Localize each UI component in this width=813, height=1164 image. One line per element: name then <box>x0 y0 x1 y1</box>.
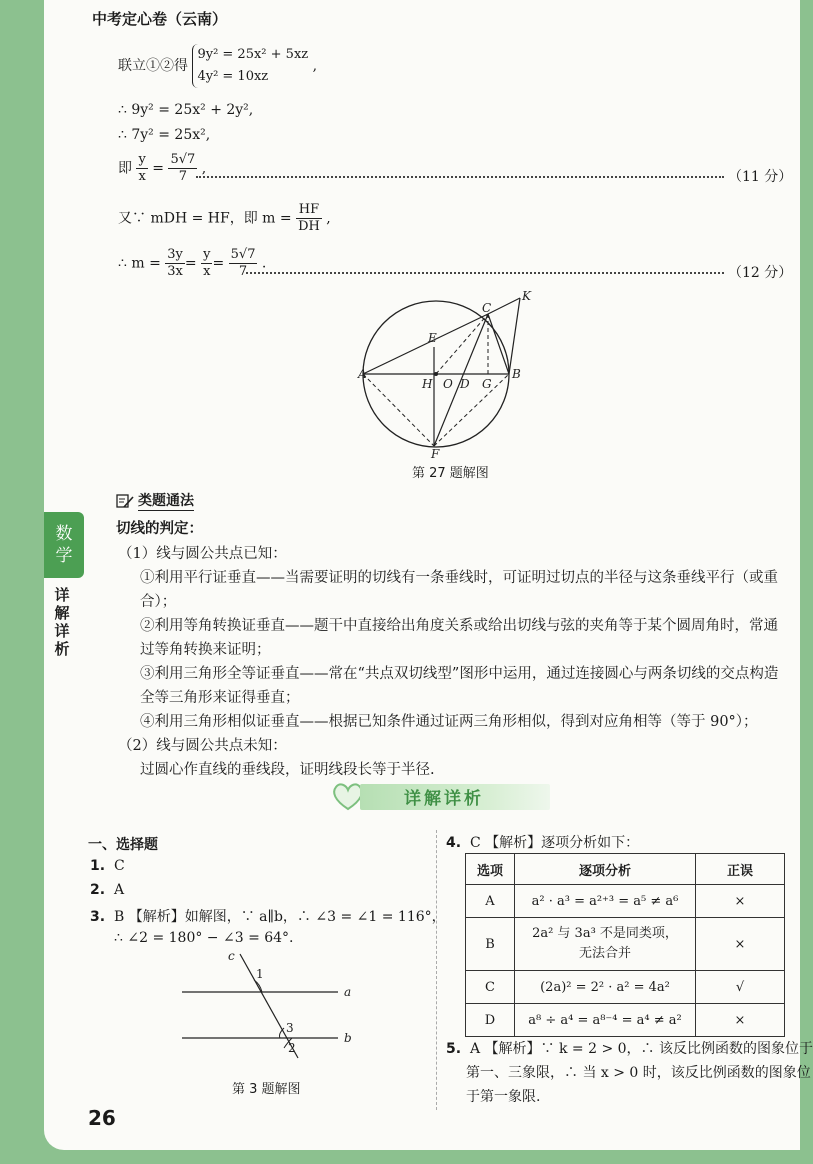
side-label-char: 详 <box>54 622 70 640</box>
table-row <box>466 971 785 1004</box>
label-k: K <box>522 289 531 303</box>
answer-choice: A <box>113 882 125 898</box>
tips-paragraph: （1）线与圆公共点已知： <box>118 546 287 562</box>
solution-line-5 <box>118 202 331 235</box>
table-cell: 2a² 与 3a³ 不是同类项，无法合并 <box>515 918 696 971</box>
label-g: G <box>482 377 492 391</box>
question-number: 4. <box>446 835 462 851</box>
table-cell: √ <box>696 971 785 1004</box>
numerator: HF <box>296 202 322 219</box>
solution-text: . <box>261 255 267 272</box>
answer-explanation: C 【解析】逐项分析如下： <box>469 835 640 851</box>
solution-line-2: ∴ 9y² = 25x² + 2y², <box>118 102 254 118</box>
label-c: C <box>482 301 492 315</box>
answer-explanation-cont: ∴ ∠2 = 180° − ∠3 = 64°. <box>114 930 294 946</box>
label-1: 1 <box>256 967 264 981</box>
answer-explanation: A 【解析】∵ k = 2 > 0，∴ 该反比例函数的图象位于 <box>469 1041 813 1057</box>
label-a: a <box>344 985 352 999</box>
table-cell: × <box>696 918 785 971</box>
table-row <box>466 1004 785 1037</box>
subject-tab <box>44 512 84 578</box>
answer-q5 <box>446 1038 813 1058</box>
answer-q3 <box>90 906 446 926</box>
solution-text: , <box>201 160 207 177</box>
tips-item: 全等三角形来证得垂直； <box>140 690 300 706</box>
tips-item: ①利用平行证垂直——当需要证明的切线有一条垂线时，可证明过切点的半径与这条垂线平行（或重 <box>140 570 778 586</box>
method-badge-label: 类题通法 <box>138 490 194 511</box>
fraction <box>229 247 258 280</box>
answer-explanation-cont: 第一、三象限，∴ 当 x > 0 时，该反比例函数的图象位 <box>466 1065 811 1081</box>
tips-item: 过等角转换来证明； <box>140 642 271 658</box>
label-f: F <box>431 447 440 461</box>
label-c: c <box>228 949 235 963</box>
table-cell: a⁸ ÷ a⁴ = a⁸⁻⁴ = a⁴ ≠ a² <box>515 1004 696 1037</box>
side-label-char: 详 <box>54 586 70 604</box>
table-cell: (2a)² = 2² · a² = 4a² <box>515 971 696 1004</box>
table-cell: A <box>466 885 515 918</box>
label-e: E <box>428 331 437 345</box>
answer-choice: C <box>113 858 125 874</box>
question-number: 2. <box>90 882 106 898</box>
table-cell: C <box>466 971 515 1004</box>
table-cell: a² · a³ = a²⁺³ = a⁵ ≠ a⁶ <box>515 885 696 918</box>
tips-item: ④利用三角形相似证垂直——根据已知条件通过证两三角形相似，得到对应角相等（等于 90°）； <box>140 714 758 730</box>
numerator: 5√7 <box>170 152 196 167</box>
label-a: A <box>358 367 367 381</box>
page-number: 26 <box>88 1106 116 1130</box>
question-number: 5. <box>446 1041 462 1057</box>
table-cell: × <box>696 1004 785 1037</box>
score-mark: （11 分） <box>728 169 793 185</box>
tips-item: ②利用等角转换证垂直——题干中直接给出角度关系或给出切线与弦的夹角等于某个圆周角时，常通 <box>140 618 778 634</box>
numerator: 5√7 <box>230 247 256 262</box>
numerator: 3y <box>167 247 183 262</box>
table-row <box>466 918 785 971</box>
table-header-row <box>466 854 785 885</box>
solution-text: 又∵ mDH = HF，即 m = <box>118 210 292 227</box>
answer-explanation-cont: 于第一象限. <box>466 1089 541 1105</box>
method-badge <box>116 490 194 511</box>
segment-cb <box>488 314 509 374</box>
tips-item: 合）； <box>140 594 177 610</box>
solution-text: , <box>312 58 318 74</box>
table-cell: D <box>466 1004 515 1037</box>
fraction <box>136 152 147 185</box>
solution-line-4 <box>118 152 206 185</box>
table-header: 逐项分析 <box>515 854 696 885</box>
center-point <box>434 372 438 376</box>
tips-item: 过圆心作直线的垂线段，证明线段长等于半径. <box>140 762 435 778</box>
fraction <box>296 202 322 235</box>
answer-q2 <box>90 882 124 898</box>
dashed-oc <box>436 314 488 374</box>
figure-27-diagram <box>358 288 550 461</box>
solution-text: , <box>326 210 331 227</box>
equation: 9y² = 25x² + 5xz <box>197 47 309 62</box>
banner-title: 详解详析 <box>404 789 484 809</box>
side-label-char: 解 <box>54 604 70 622</box>
column-divider <box>436 830 437 1110</box>
score-mark: （12 分） <box>728 265 793 281</box>
segment-ck <box>488 298 520 314</box>
denominator: x <box>203 264 211 279</box>
answer-explanation: B 【解析】如解图，∵ a∥b，∴ ∠3 = ∠1 = 116°， <box>113 909 446 925</box>
segment-kb <box>509 298 520 374</box>
solution-text: 即 <box>118 160 132 177</box>
table-header: 选项 <box>466 854 515 885</box>
numerator: y <box>138 152 146 167</box>
book-header: 中考定心卷（云南） <box>92 10 228 28</box>
solution-line-3: ∴ 7y² = 25x², <box>118 127 211 143</box>
label-d: D <box>460 377 470 391</box>
side-label-char: 析 <box>54 640 70 658</box>
solution-text: 联立①②得 <box>118 58 188 74</box>
label-o: O <box>443 377 453 391</box>
denominator: 7 <box>178 169 187 184</box>
denominator: x <box>138 169 146 184</box>
table-cell: × <box>696 885 785 918</box>
denominator: 7 <box>238 264 248 279</box>
label-b: b <box>344 1031 352 1045</box>
table-header: 正误 <box>696 854 785 885</box>
dotted-leader <box>246 272 724 274</box>
answer-q1 <box>90 858 125 874</box>
equation: 4y² = 10xz <box>197 69 269 84</box>
numerator: y <box>203 247 211 262</box>
tips-paragraph: （2）线与圆公共点未知： <box>118 738 287 754</box>
side-section-label <box>52 586 72 658</box>
equation-system <box>192 44 308 88</box>
question-number: 3. <box>90 909 106 925</box>
fraction <box>168 152 197 185</box>
segment-ac <box>363 314 488 374</box>
fraction <box>201 247 212 280</box>
section-heading: 一、选择题 <box>88 837 158 853</box>
answer-q4 <box>446 832 639 852</box>
table-row <box>466 885 785 918</box>
question-number: 1. <box>90 858 106 874</box>
subject-tab-char: 学 <box>55 546 73 566</box>
figure-27-caption: 第 27 题解图 <box>412 466 489 481</box>
denominator: DH <box>298 219 320 234</box>
analysis-table <box>465 853 785 1037</box>
solution-line-6: ∴ m = $\frac{3y}{3x}$ = $\frac{y}{x}$ = $\frac{5√7}{7}$ . <box>118 247 267 279</box>
figure-3-caption: 第 3 题解图 <box>232 1082 301 1097</box>
tips-title: 切线的判定： <box>116 521 203 537</box>
figure-3-diagram <box>180 948 360 1060</box>
solution-line-1 <box>118 44 317 88</box>
label-h: H <box>422 377 433 391</box>
label-2: 2 <box>288 1041 296 1055</box>
label-3: 3 <box>286 1021 294 1035</box>
fraction <box>165 247 185 280</box>
denominator: 3x <box>167 264 183 279</box>
solution-text: ∴ m = <box>118 255 161 272</box>
tips-item: ③利用三角形全等证垂直——常在“共点双切线型”图形中运用，通过连接圆心与两条切线的交点构造 <box>140 666 779 682</box>
table-cell: B <box>466 918 515 971</box>
solution-text: = <box>152 160 164 177</box>
subject-tab-char: 数 <box>55 524 73 544</box>
dotted-leader <box>196 176 724 178</box>
label-b: B <box>512 367 521 381</box>
pencil-note-icon <box>116 493 134 509</box>
section-banner <box>330 780 550 814</box>
